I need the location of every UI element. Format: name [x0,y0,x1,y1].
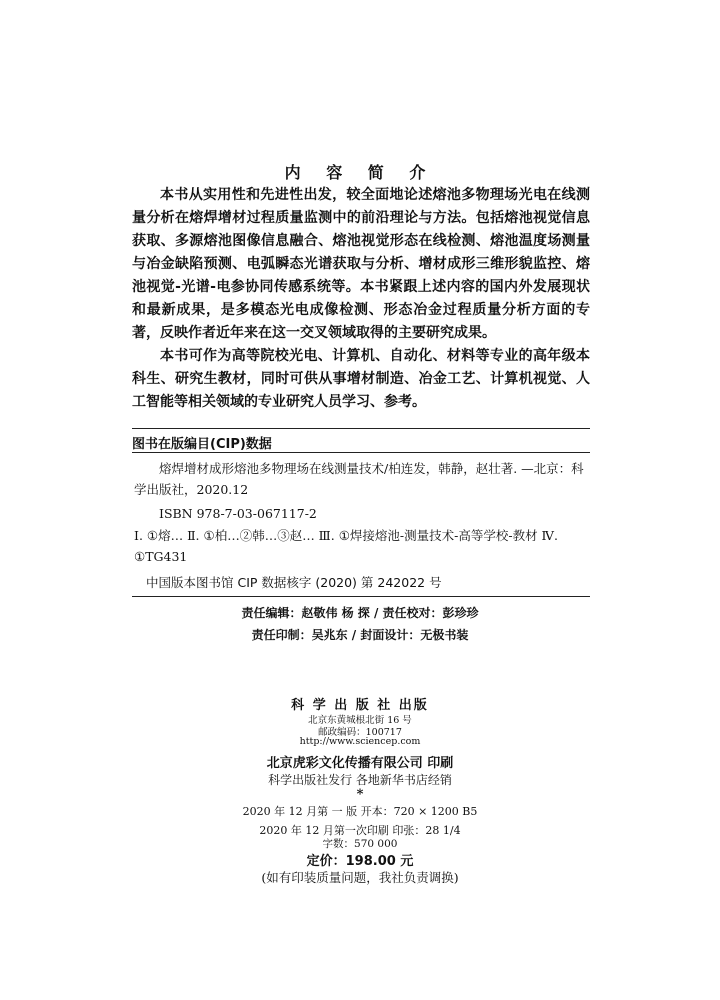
printer-name: 北京虎彩文化传播有限公司 印刷 [266,756,454,771]
abstract-title: 内 容 简 介 [284,163,436,182]
price: 定价：198.00 元 [306,854,414,869]
abstract-paragraph-2: 本书可作为高等院校光电、计算机、自动化、材料等专业的高年级本科生、研究生教材，同时可供从事增材制造、冶金工艺、计算机视觉、人工智能等相关领域的专业研究人员学习、参考。 [132,348,590,410]
printing-info: 2020 年 12 月第一次印刷 印张：28 1/4 [259,824,461,837]
cip-isbn: ISBN 978-7-03-067117-2 [159,506,317,521]
cip-record-number: 中国版本图书馆 CIP 数据核字 (2020) 第 242022 号 [146,575,442,590]
abstract-paragraph-1: 本书从实用性和先进性出发，较全面地论述熔池多物理场光电在线测量分析在熔焊增材过程质量监测中的前沿理论与方法。包括熔池视觉信息获取、多源熔池图像信息融合、熔池视觉形态在线检测、熔池温度场测量与冶金缺陷预测、电弧瞬态光谱获取与分析、增材成形三维形貌监控、熔池视觉-光谱-电参协同传感系统等。本书紧跟上述内容的国内外发展现状和最新成果，是多模态光电成像检测、形态冶金过程质量分析方面的专著，反映作者近年来在这一交叉领域取得的主要研究成果。 [132,187,590,341]
publisher-address: 北京东黄城根北街 16 号 [308,715,412,726]
staff-editors: 责任编辑：赵敬伟 杨 探 / 责任校对：彭珍珍 [241,606,479,620]
cip-bottom-rule [132,596,590,597]
cip-subjects: Ⅰ. ①熔… Ⅱ. ①柏…②韩…③赵… Ⅲ. ①焊接熔池-测量技术-高等学校-教材 Ⅳ. ①TG431 [134,528,558,564]
cip-description: 熔焊增材成形熔池多物理场在线测量技术/柏连发，韩静，赵壮著. —北京：科学出版社，2020.12 [134,461,584,497]
cip-header-rule [132,452,590,453]
publisher-url: http://www.sciencep.com [299,736,421,747]
cip-top-rule [132,428,590,429]
distribution-info: 科学出版社发行 各地新华书店经销 [268,773,452,787]
cip-header: 图书在版编目(CIP)数据 [132,437,272,452]
edition-info: 2020 年 12 月第 一 版 开本：720 × 1200 B5 [242,805,478,818]
abstract-body [132,184,590,414]
publisher-postcode: 邮政编码：100717 [318,727,402,738]
separator-star: * [356,787,364,802]
quality-note: (如有印装质量问题，我社负责调换) [261,870,459,885]
publisher-name: 科 学 出 版 社 出版 [291,698,429,713]
word-count: 字数：570 000 [322,838,398,850]
staff-production: 责任印制：吴兆东 / 封面设计：无极书装 [251,628,469,642]
